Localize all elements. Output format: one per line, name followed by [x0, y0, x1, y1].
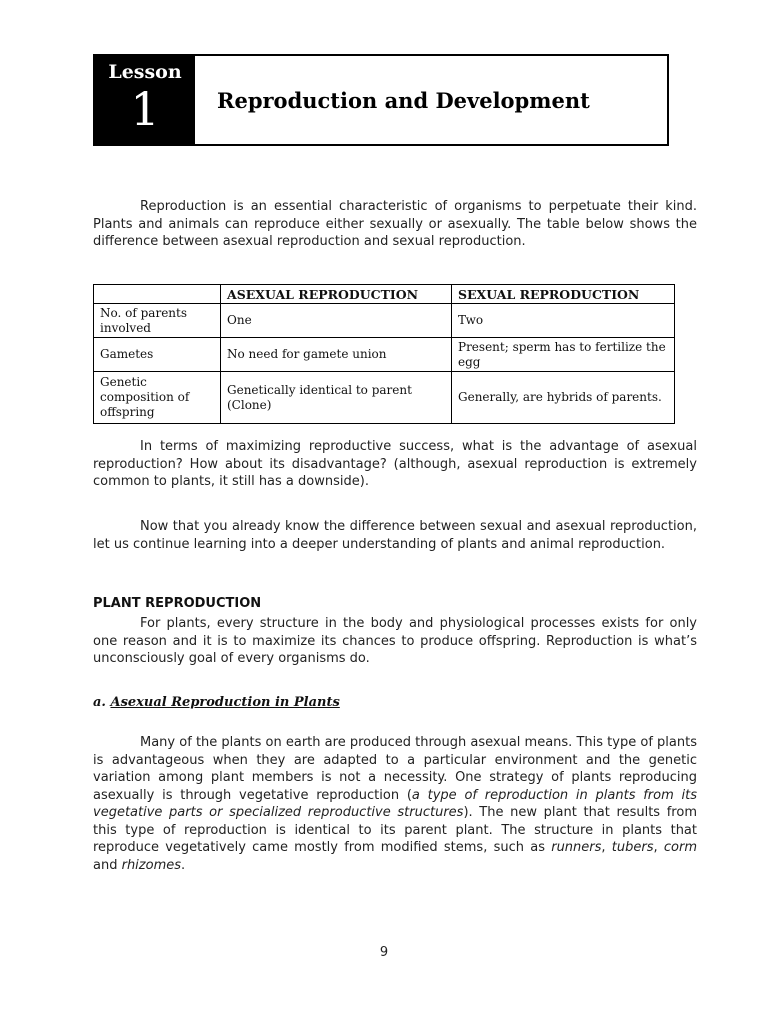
separator: and [93, 857, 122, 873]
table-cell: Genetic composition of offspring [94, 372, 221, 424]
table-header-cell [94, 285, 221, 304]
page-number: 9 [379, 945, 389, 960]
table-cell: Genetically identical to parent (Clone) [221, 372, 452, 424]
lesson-header [93, 54, 669, 146]
table-cell: Generally, are hybrids of parents. [452, 372, 675, 424]
asexual-paragraph [93, 734, 697, 874]
vegetative-definition: a type of reproduction in plants from its vegetative parts or specialized reproductive structures [93, 787, 697, 820]
table-cell: Gametes [94, 338, 221, 372]
continue-paragraph: Now that you already know the difference between sexual and asexual reproduction, let us continue learning into a deeper understanding of plants and animal reproduction. [93, 519, 697, 552]
table-cell: No. of parents involved [94, 304, 221, 338]
sentence-end: . [181, 857, 186, 873]
table-header-cell: SEXUAL REPRODUCTION [452, 285, 675, 304]
term-tubers: tubers [611, 840, 654, 855]
table-cell: No need for gamete union [221, 338, 452, 372]
table-cell: Present; sperm has to fertilize the egg [452, 338, 675, 372]
lesson-badge [95, 56, 195, 144]
table-header-row [94, 285, 675, 304]
table-header-cell: ASEXUAL REPRODUCTION [221, 285, 452, 304]
section-heading-plant-reproduction: PLANT REPRODUCTION [93, 596, 262, 611]
asexual-text-1: Many of the plants on earth are produced through asexual means. This type of plants is advantageous when they are adapted to a particular environment and the genetic variation among plant members is not a necessity. One strategy of plants reproducing asexually is through vegetative reproduction ( [93, 735, 697, 803]
lesson-number: 1 [130, 82, 160, 136]
table-row [94, 338, 675, 372]
comparison-table [93, 284, 675, 424]
lesson-label: Lesson [108, 61, 182, 83]
separator: , [601, 840, 612, 855]
plant-reproduction-paragraph: For plants, every structure in the body and physiological processes exists for only one reason and it is to maximize its chances to produce offspring. Reproduction is what’s unconsciously goal of every organisms do. [93, 616, 697, 666]
asexual-text-2: ). The new plant that results from this type of reproduction is identical to its parent plant. The structure in plants that reproduce vegetatively came mostly from modified stems, such as [93, 805, 697, 855]
term-runners: runners [551, 840, 602, 855]
table-row [94, 304, 675, 338]
subsection-heading-asexual [93, 695, 340, 710]
lesson-title: Reproduction and Development [217, 87, 590, 113]
separator: , [653, 840, 664, 855]
term-rhizomes: rhizomes [121, 857, 182, 873]
subsection-title: Asexual Reproduction in Plants [110, 695, 340, 710]
table-cell: Two [452, 304, 675, 338]
table-row [94, 372, 675, 424]
intro-paragraph: Reproduction is an essential characteristic of organisms to perpetuate their kind. Plants and animals can reproduce either sexually or asexually. The table below shows the difference between asexual reproduction and sexual reproduction. [93, 199, 697, 249]
question-paragraph: In terms of maximizing reproductive success, what is the advantage of asexual reproduction? How about its disadvantage? (although, asexual reproduction is extremely common to plants, it still has a downside). [93, 439, 697, 489]
term-corm: corm [663, 840, 698, 855]
table-cell: One [221, 304, 452, 338]
subsection-prefix: a. [93, 695, 106, 710]
